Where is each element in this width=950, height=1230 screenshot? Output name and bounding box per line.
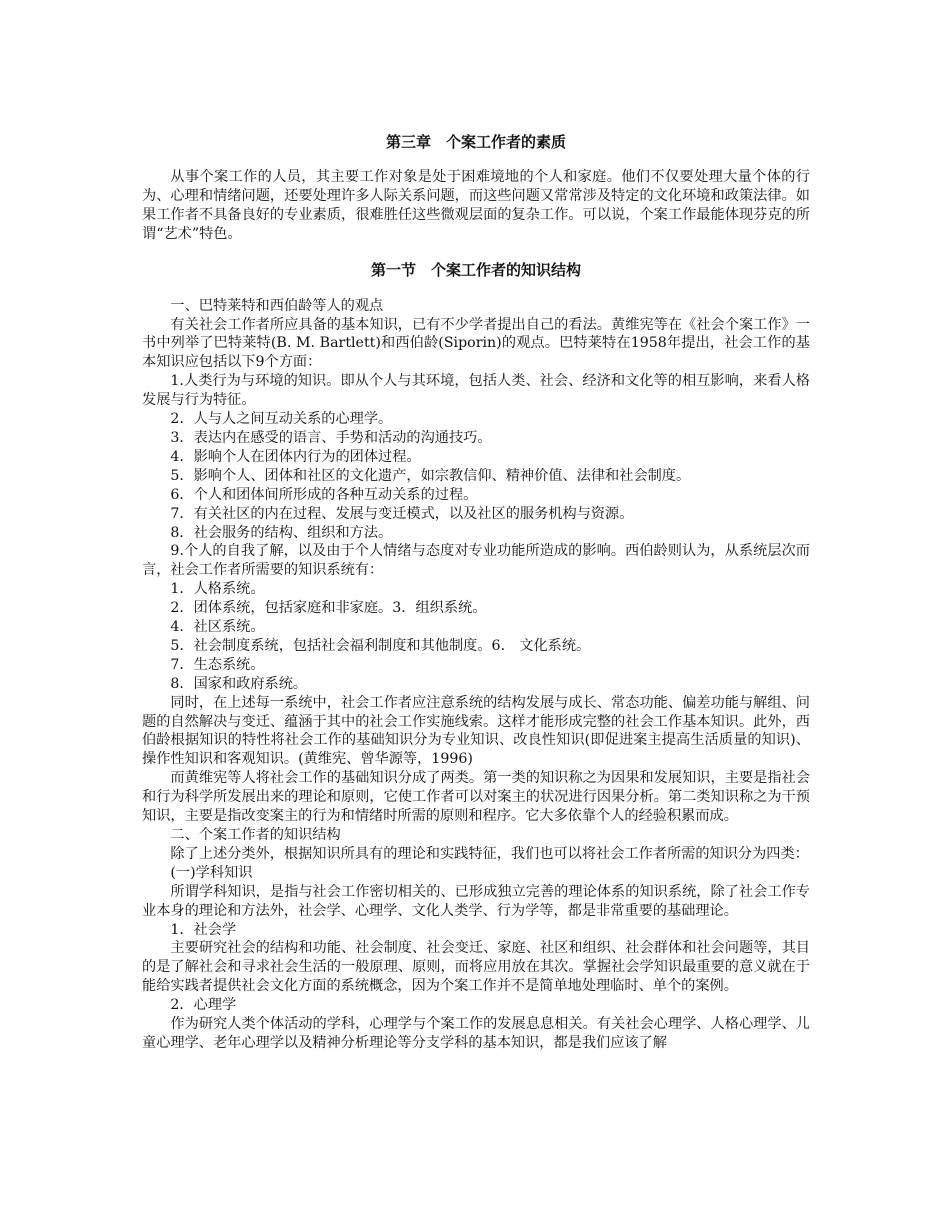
list-item: 2．人与人之间互动关系的心理学。 <box>170 411 393 428</box>
paragraph: 作为研究人类个体活动的学科，心理学与个案工作的发展息息相关。有关社会心理学、人格心理学、儿童心理学、老年心理学以及精神分析理论等分支学科的基本知识，都是我们应该了解 <box>142 1016 810 1051</box>
subheading-discipline-knowledge: (一)学科知识 <box>170 864 253 881</box>
chapter-title: 第三章 个案工作者的素质 <box>385 133 566 151</box>
list-item: 8．社会服务的结构、组织和方法。 <box>170 524 393 541</box>
paragraph: 除了上述分类外，根据知识所具有的理论和实践特征，我们也可以将社会工作者所需的知识分为四类： <box>170 845 809 862</box>
list-item: 4．社区系统。 <box>170 619 265 636</box>
paragraph: 所谓学科知识，是指与社会工作密切相关的、已形成独立完善的理论体系的知识系统，除了社会工作专业本身的理论和方法外，社会学、心理学、文化人类学、行为学等，都是非常重要的基础理论。 <box>142 883 810 919</box>
paragraph: 有关社会工作者所应具备的基本知识，已有不少学者提出自己的看法。黄维宪等在《社会个案工作》一书中列举了巴特莱特(B. M. Bartlett)和西伯龄(Siporin)的观点。巴特莱特在1958年提出，社会工作的基本知识应包括以下9个方面： <box>142 316 810 371</box>
heading-bartlett-siporin: 一、巴特莱特和西伯龄等人的观点 <box>170 297 384 314</box>
list-item: 8．国家和政府系统。 <box>170 675 308 692</box>
paragraph: 而黄维宪等人将社会工作的基础知识分成了两类。第一类的知识称之为因果和发展知识，主要是指社会和行为科学所发展出来的理论和原则，它使工作者可以对案主的状况进行因果分析。第二类知识称之为干预知识，主要是指改变案主的行为和情绪时所需的原则和程序。它大多依靠个人的经验积累而成。 <box>142 770 810 825</box>
paragraph: 主要研究社会的结构和功能、社会制度、社会变迁、家庭、社区和组织、社会群体和社会问题等，其目的是了解社会和寻求社会生活的一般原理、原则，而将应用放在其次。掌握社会学知识最重要的意义就在于能给实践者提供社会文化方面的系统概念，因为个案工作并不是简单地处理临时、单个的案例。 <box>142 940 810 995</box>
list-item: 3．表达内在感受的语言、手势和活动的沟通技巧。 <box>170 429 492 446</box>
list-item: 1．人格系统。 <box>170 581 265 598</box>
list-item: 5．影响个人、团体和社区的文化遗产，如宗教信仰、精神价值、法律和社会制度。 <box>170 467 691 484</box>
intro-paragraph: 从事个案工作的人员，其主要工作对象是处于困难境地的个人和家庭。他们不仅要处理大量个体的行为、心理和情绪问题，还要处理许多人际关系问题，而这些问题又常常涉及特定的文化环境和政策法律。如果工作者不具备良好的专业素质，很难胜任这些微观层面的复杂工作。可以说，个案工作最能体现芬克的所谓“艺术”特色。 <box>142 169 810 242</box>
list-item: 7．生态系统。 <box>170 656 265 673</box>
list-item: 6．个人和团体间所形成的各种互动关系的过程。 <box>170 486 478 503</box>
list-item: 1.人类行为与环境的知识。即从个人与其环境，包括人类、社会、经济和文化等的相互影响，来看人格发展与行为特征。 <box>142 373 810 409</box>
list-item: 5．社会制度系统，包括社会福利制度和其他制度。6． 文化系统。 <box>170 637 591 654</box>
subheading-psychology: 2．心理学 <box>170 997 237 1014</box>
subheading-sociology: 1．社会学 <box>170 921 237 938</box>
list-item: 2．团体系统，包括家庭和非家庭。3．组织系统。 <box>170 600 487 617</box>
section-title: 第一节 个案工作者的知识结构 <box>370 260 581 279</box>
heading-knowledge-structure: 二、个案工作者的知识结构 <box>170 827 341 843</box>
list-item: 7．有关社区的内在过程、发展与变迁模式，以及社区的服务机构与资源。 <box>170 505 634 522</box>
list-item: 4．影响个人在团体内行为的团体过程。 <box>170 448 421 465</box>
paragraph: 同时，在上述每一系统中，社会工作者应注意系统的结构发展与成长、常态功能、偏差功能与解组、问题的自然解决与变迁、蕴涵于其中的社会工作实施线索。这样才能形成完整的社会工作基本知识。此外，西伯龄根据知识的特性将社会工作的基础知识分为专业知识、改良性知识(即促进案主提高生活质量的知识)、操作性知识和客观知识。(黄维宪、曾华源等，1996) <box>142 694 810 768</box>
list-item: 9.个人的自我了解，以及由于个人情绪与态度对专业功能所造成的影响。西伯龄则认为，从系统层次而言，社会工作者所需要的知识系统有： <box>142 543 810 579</box>
